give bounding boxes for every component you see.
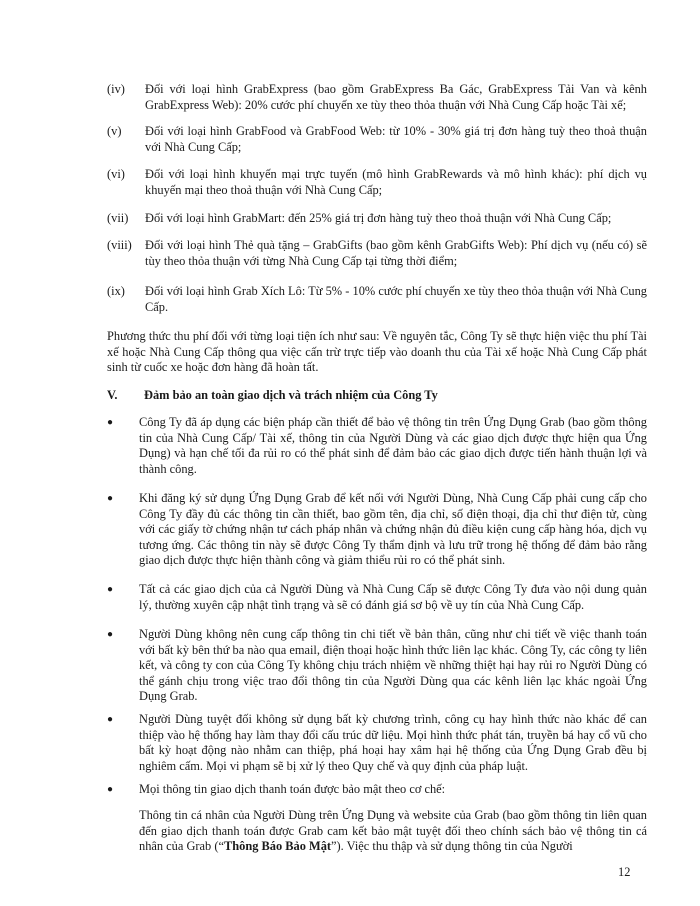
bullet-icon: ●	[107, 714, 114, 725]
item-text: Đối với loại hình Grab Xích Lô: Từ 5% - 10% cước phí chuyến xe tùy theo thỏa thuận với Nhà Cung Cấp.	[145, 284, 647, 314]
item-number: (viii)	[107, 238, 132, 252]
bullet-text: Người Dùng không nên cung cấp thông tin chi tiết về bản thân, cũng như chi tiết về việc thanh toán với bất kỳ bên thứ ba nào qua email, điện thoại hoặc hình thức liên lạc khác. Công Ty, các công ty liên kết, và công ty con của Công Ty không chịu trách nhiệm về những thiệt hại hay rủi ro Người Dùng có thể gánh chịu trong việc trao đổi thông tin của Người Dùng qua các kênh liên lạc khác ngoài Ứng Dụng Grab.	[139, 627, 647, 704]
item-number: (vi)	[107, 167, 125, 181]
section-title: Đảm bảo an toàn giao dịch và trách nhiệm của Công Ty	[144, 388, 438, 402]
item-number: (vii)	[107, 211, 129, 225]
bullet-icon: ●	[107, 493, 114, 504]
item-text: Đối với loại hình GrabMart: đến 25% giá trị đơn hàng tuỳ theo thoả thuận với Nhà Cung Cấp;	[145, 211, 612, 225]
payment-method-paragraph: Phương thức thu phí đối với từng loại tiện ích như sau: Về nguyên tắc, Công Ty sẽ thực hiện việc thu phí Tài xế hoặc Nhà Cung Cấp thông qua việc cấn trừ trực tiếp vào doanh thu của Tài xế hoặc Nhà Cung Cấp phát sinh từ cuốc xe hoặc đơn hàng đã hoàn tất.	[107, 329, 647, 375]
item-text: Đối với loại hình GrabFood và GrabFood Web: từ 10% - 30% giá trị đơn hàng tuỳ theo thoả thuận với Nhà Cung Cấp;	[145, 124, 647, 154]
page-number: 12	[618, 865, 631, 879]
section-numeral: V.	[107, 388, 118, 402]
item-number: (v)	[107, 124, 122, 138]
bullet-icon: ●	[107, 584, 114, 595]
item-number: (ix)	[107, 284, 125, 298]
item-text: Đối với loại hình GrabExpress (bao gồm GrabExpress Ba Gác, GrabExpress Tải Van và kênh GrabExpress Web): 20% cước phí chuyến xe tùy theo thỏa thuận với Nhà Cung Cấp hoặc Tài xế;	[145, 82, 647, 112]
bullet-icon: ●	[107, 784, 114, 795]
privacy-notice-term: Thông Báo Bảo Mật	[223, 839, 332, 854]
bullet-text: Tất cả các giao dịch của cả Người Dùng và Nhà Cung Cấp sẽ được Công Ty đưa vào nội dung quản lý, thường xuyên cập nhật tình trạng và sẽ có đánh giá sơ bộ về uy tín của Nhà Cung Cấp.	[139, 582, 647, 612]
item-number: (iv)	[107, 82, 125, 96]
item-text: Đối với loại hình Thẻ quà tặng – GrabGifts (bao gồm kênh GrabGifts Web): Phí dịch vụ (nếu có) sẽ tùy theo thỏa thuận với từng Nhà Cung Cấp tại từng thời điểm;	[145, 238, 647, 268]
bullet-icon: ●	[107, 629, 114, 640]
bullet-text: Mọi thông tin giao dịch thanh toán được bảo mật theo cơ chế:	[139, 782, 446, 796]
bullet-text: Người Dùng tuyệt đối không sử dụng bất kỳ chương trình, công cụ hay hình thức nào khác để can thiệp vào hệ thống hay làm thay đổi cấu trúc dữ liệu. Mọi hình thức phát tán, truyền bá hay cổ vũ cho bất kỳ hoạt động nào nhằm can thiệp, phá hoại hay xâm hại hệ thống của Ứng Dụng Grab đều bị nghiêm cấm. Mọi vi phạm sẽ bị xử lý theo Quy chế và quy định của pháp luật.	[139, 712, 647, 773]
privacy-text-before: Thông tin cá nhân của Người Dùng trên Ứng Dụng và website của Grab (bao gồm thông tin liên quan đến giao dịch thanh toán được Grab cam kết bảo mật tuyệt đối theo chính sách bảo vệ thông tin cá nhân của Grab (“	[139, 808, 647, 854]
privacy-paragraph	[139, 808, 647, 855]
item-text: Đối với loại hình khuyến mại trực tuyến (mô hình GrabRewards và mô hình khác): phí dịch vụ khuyến mại theo thoả thuận với Nhà Cung Cấp;	[145, 167, 647, 197]
bullet-text: Công Ty đã áp dụng các biện pháp cần thiết để bảo vệ thông tin trên Ứng Dụng Grab (bao gồm thông tin của Nhà Cung Cấp/ Tài xế, thông tin của Người Dùng và các giao dịch được thực hiện qua Ứng Dụng) và hạn chế tối đa rủi ro có thể phát sinh để đảm bảo các giao dịch được tiến hành thuận lợi và thành công.	[139, 415, 647, 476]
privacy-text-after: ”). Việc thu thập và sử dụng thông tin của Người	[331, 839, 573, 854]
bullet-icon: ●	[107, 417, 114, 428]
bullet-text: Khi đăng ký sử dụng Ứng Dụng Grab để kết nối với Người Dùng, Nhà Cung Cấp phải cung cấp cho Công Ty đầy đủ các thông tin cần thiết, bao gồm tên, địa chỉ, số điện thoại, địa chỉ thư điện tử, cùng với các giấy tờ chứng nhận tư cách pháp nhân và chứng nhận đủ điều kiện cung cấp hàng hóa, dịch vụ tương ứng. Các thông tin này sẽ được Công Ty thẩm định và lưu trữ trong hệ thống để đảm bảo rằng giao dịch được thực hiện thành công và giảm thiểu rủi ro có thể phát sinh.	[139, 491, 647, 568]
